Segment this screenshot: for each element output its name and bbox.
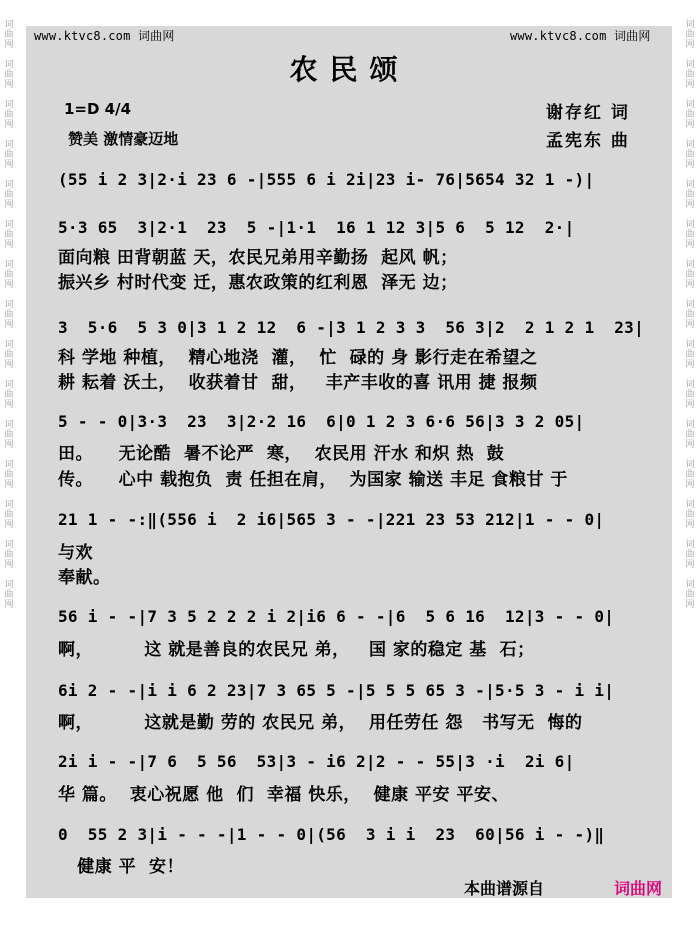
- side-watermark-char: 曲: [4, 350, 14, 360]
- side-watermark-gap: [2, 90, 16, 100]
- side-watermark-char: 词: [685, 100, 695, 110]
- notation-line-5: 21 1 - -:‖(556 i 2 i6|565 3 - -|221 23 53 212|1 - - 0|: [58, 510, 605, 529]
- performance-style: 赞美 激情豪迈地: [68, 130, 179, 148]
- side-watermark-char: 词: [4, 300, 14, 310]
- side-watermark-char: 网: [4, 160, 14, 170]
- side-watermark-char: 词: [685, 140, 695, 150]
- key-signature: 1=D 4/4: [64, 100, 132, 118]
- lyric-line-2a: 面向粮 田背朝蓝 天，农民兄弟用辛勤扬 起风 帆；: [58, 248, 458, 268]
- side-watermark-char: 曲: [4, 110, 14, 120]
- side-watermark-char: 曲: [4, 470, 14, 480]
- lyric-line-5b: 奉献。: [58, 568, 111, 588]
- notation-line-6: 56 i - -|7 3 5 2 2 2 i 2|i6 6 - -|6 5 6 16 12|3 - - 0|: [58, 607, 615, 626]
- side-watermark-char: 网: [685, 240, 695, 250]
- side-watermark-gap: [2, 330, 16, 340]
- side-watermark-char: 网: [4, 40, 14, 50]
- side-watermark-char: 词: [685, 180, 695, 190]
- side-watermark-char: 曲: [4, 190, 14, 200]
- side-watermark-char: 网: [4, 120, 14, 130]
- side-watermark-char: 词: [685, 220, 695, 230]
- side-watermark-char: 词: [685, 540, 695, 550]
- side-watermark-char: 词: [685, 420, 695, 430]
- side-watermark-char: 词: [685, 340, 695, 350]
- lyric-line-6a: 啊， 这 就是善良的农民兄 弟， 国 家的稳定 基 石；: [58, 640, 535, 660]
- side-watermark-char: 曲: [4, 430, 14, 440]
- side-watermark-gap: [2, 490, 16, 500]
- side-watermark-char: 词: [4, 500, 14, 510]
- side-watermark-char: 网: [4, 240, 14, 250]
- side-watermark-char: 曲: [4, 230, 14, 240]
- side-watermark-char: 曲: [685, 230, 695, 240]
- side-watermark-gap: [2, 530, 16, 540]
- side-watermark-gap: [2, 610, 16, 620]
- side-watermark-char: 曲: [4, 590, 14, 600]
- side-watermark-char: 网: [685, 280, 695, 290]
- side-watermark-char: 网: [4, 200, 14, 210]
- lyric-line-3a: 科 学地 种植， 精心地浇 灌， 忙 碌的 身 影行走在希望之: [58, 348, 538, 368]
- side-watermark-char: 网: [685, 120, 695, 130]
- side-watermark-gap: [2, 250, 16, 260]
- watermark-url-right[interactable]: www.ktvc8.com 词曲网: [510, 29, 651, 43]
- side-watermark-gap: [683, 410, 697, 420]
- lyric-line-5a: 与欢: [58, 543, 93, 563]
- side-watermark-gap: [683, 210, 697, 220]
- source-label: 本曲谱源自: [464, 879, 545, 898]
- side-watermark-char: 词: [4, 580, 14, 590]
- site-link[interactable]: 词曲网: [614, 879, 663, 898]
- side-watermark-char: 词: [4, 60, 14, 70]
- side-watermark-char: 网: [685, 200, 695, 210]
- lyric-line-4b: 传。 心中 载抱负 责 任担在肩， 为国家 输送 丰足 食粮甘 于: [58, 470, 568, 490]
- side-watermark-char: 曲: [685, 590, 695, 600]
- side-watermark-char: 曲: [4, 390, 14, 400]
- side-watermark-char: 网: [4, 80, 14, 90]
- side-watermark-gap: [2, 210, 16, 220]
- notation-line-9: 0 55 2 3|i - - -|1 - - 0|(56 3 i i 23 60|56 i - -)‖: [58, 825, 605, 844]
- side-watermark-char: 曲: [685, 30, 695, 40]
- side-watermark-char: 词: [685, 580, 695, 590]
- side-watermark-gap: [683, 530, 697, 540]
- notation-line-7: 6i 2 - -|i i 6 2 23|7 3 65 5 -|5 5 5 65 3 -|5·5 3 - i i|: [58, 681, 615, 700]
- side-watermark-char: 词: [685, 460, 695, 470]
- side-watermark-char: 网: [4, 400, 14, 410]
- side-watermark-char: 曲: [4, 550, 14, 560]
- side-watermark-char: 网: [685, 400, 695, 410]
- side-watermark-char: 曲: [685, 150, 695, 160]
- side-watermark-char: 网: [4, 280, 14, 290]
- side-watermark-char: 曲: [685, 350, 695, 360]
- side-watermark-char: 曲: [4, 30, 14, 40]
- side-watermark-char: 网: [4, 440, 14, 450]
- side-watermark-char: 网: [685, 360, 695, 370]
- side-watermark-char: 曲: [4, 310, 14, 320]
- notation-line-4: 5 - - 0|3·3 23 3|2·2 16 6|0 1 2 3 6·6 56|3 3 2 05|: [58, 412, 585, 431]
- side-watermark-gap: [683, 370, 697, 380]
- side-watermark-char: 词: [4, 20, 14, 30]
- notation-line-1: (55 i 2 3|2·i 23 6 -|555 6 i 2i|23 i- 76|5654 32 1 -)|: [58, 170, 595, 189]
- side-watermark-gap: [683, 490, 697, 500]
- lyric-line-3b: 耕 耘着 沃土， 收获着甘 甜， 丰产丰收的喜 讯用 捷 报频: [58, 373, 538, 393]
- side-watermark-char: 曲: [4, 510, 14, 520]
- song-title: 农民颂: [289, 53, 410, 86]
- side-watermark-char: 曲: [685, 390, 695, 400]
- side-watermark-char: 词: [4, 380, 14, 390]
- side-watermark-gap: [683, 450, 697, 460]
- side-watermark-char: 词: [4, 540, 14, 550]
- side-watermark-char: 词: [4, 140, 14, 150]
- side-watermark-gap: [2, 170, 16, 180]
- side-watermark-char: 词: [4, 100, 14, 110]
- side-watermark-gap: [2, 450, 16, 460]
- side-watermark-char: 网: [685, 320, 695, 330]
- side-watermark-char: 词: [685, 500, 695, 510]
- side-watermark-gap: [683, 130, 697, 140]
- side-watermark-char: 曲: [4, 270, 14, 280]
- side-watermark-char: 曲: [685, 550, 695, 560]
- side-watermark-char: 网: [685, 480, 695, 490]
- composer-credit: 孟宪东 曲: [546, 131, 630, 151]
- side-watermark-gap: [683, 330, 697, 340]
- side-watermark-char: 曲: [685, 270, 695, 280]
- side-watermark-char: 网: [4, 560, 14, 570]
- lyric-line-8a: 华 篇。 衷心祝愿 他 们 幸福 快乐， 健康 平安 平安、: [58, 785, 509, 805]
- side-watermark-gap: [2, 130, 16, 140]
- side-watermark-char: 词: [4, 260, 14, 270]
- side-watermark-right: [683, 20, 697, 620]
- side-watermark-gap: [683, 170, 697, 180]
- lyric-line-7a: 啊， 这就是勤 劳的 农民兄 弟， 用任劳任 怨 书写无 悔的: [58, 713, 583, 733]
- side-watermark-gap: [683, 250, 697, 260]
- side-watermark-char: 曲: [685, 470, 695, 480]
- side-watermark-char: 曲: [685, 70, 695, 80]
- side-watermark-char: 网: [4, 520, 14, 530]
- side-watermark-char: 曲: [685, 310, 695, 320]
- side-watermark-char: 曲: [685, 510, 695, 520]
- side-watermark-char: 网: [685, 560, 695, 570]
- side-watermark-char: 曲: [4, 150, 14, 160]
- side-watermark-char: 网: [4, 600, 14, 610]
- side-watermark-char: 词: [685, 60, 695, 70]
- side-watermark-gap: [683, 610, 697, 620]
- side-watermark-char: 曲: [685, 190, 695, 200]
- notation-line-8: 2i i - -|7 6 5 56 53|3 - i6 2|2 - - 55|3 ·i 2i 6|: [58, 752, 575, 771]
- watermark-url-left[interactable]: www.ktvc8.com 词曲网: [34, 29, 175, 43]
- side-watermark-gap: [2, 410, 16, 420]
- side-watermark-char: 曲: [685, 110, 695, 120]
- side-watermark-char: 网: [4, 480, 14, 490]
- side-watermark-char: 词: [4, 460, 14, 470]
- side-watermark-gap: [683, 290, 697, 300]
- side-watermark-char: 网: [4, 360, 14, 370]
- side-watermark-char: 词: [685, 260, 695, 270]
- side-watermark-left: [2, 20, 16, 620]
- lyric-line-4a: 田。 无论酷 暑不论严 寒， 农民用 汗水 和炽 热 鼓: [58, 444, 505, 464]
- side-watermark-gap: [2, 290, 16, 300]
- side-watermark-char: 曲: [4, 70, 14, 80]
- side-watermark-gap: [683, 90, 697, 100]
- side-watermark-char: 词: [685, 380, 695, 390]
- notation-line-2: 5·3 65 3|2·1 23 5 -|1·1 16 1 12 3|5 6 5 12 2·|: [58, 218, 575, 237]
- side-watermark-char: 词: [4, 340, 14, 350]
- notation-line-3: 3 5·6 5 3 0|3 1 2 12 6 -|3 1 2 3 3 56 3|2 2 1 2 1 23|: [58, 318, 645, 337]
- side-watermark-char: 网: [685, 160, 695, 170]
- side-watermark-gap: [2, 570, 16, 580]
- side-watermark-char: 网: [685, 40, 695, 50]
- side-watermark-char: 网: [685, 440, 695, 450]
- side-watermark-gap: [683, 570, 697, 580]
- side-watermark-char: 网: [685, 520, 695, 530]
- side-watermark-char: 词: [685, 300, 695, 310]
- lyricist-credit: 谢存红 词: [546, 103, 630, 123]
- side-watermark-char: 网: [4, 320, 14, 330]
- side-watermark-char: 词: [4, 420, 14, 430]
- side-watermark-char: 词: [685, 20, 695, 30]
- lyric-line-9a: 健康 平 安！: [58, 857, 185, 877]
- side-watermark-gap: [2, 370, 16, 380]
- lyric-line-2b: 振兴乡 村时代变 迁，惠农政策的红利恩 泽无 边；: [58, 273, 458, 293]
- side-watermark-char: 词: [4, 180, 14, 190]
- side-watermark-char: 网: [685, 80, 695, 90]
- side-watermark-char: 曲: [685, 430, 695, 440]
- side-watermark-char: 词: [4, 220, 14, 230]
- side-watermark-char: 网: [685, 600, 695, 610]
